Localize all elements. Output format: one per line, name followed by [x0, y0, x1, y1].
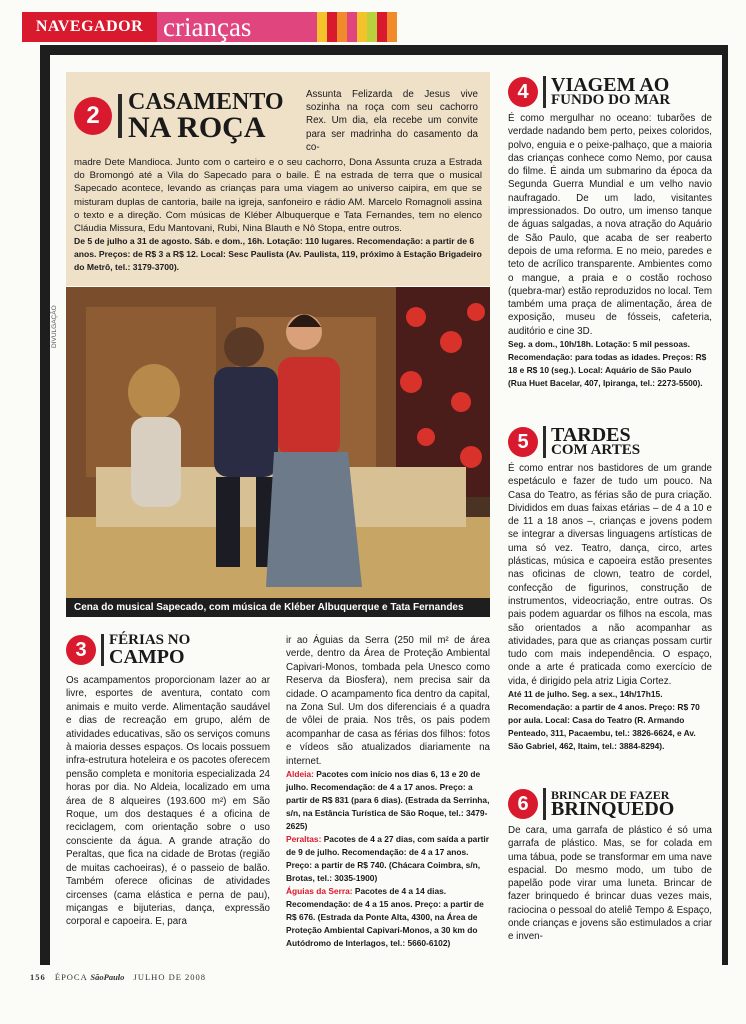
- article-3-title-line2: CAMPO: [109, 645, 185, 668]
- title-divider: [543, 76, 546, 108]
- title-divider: [543, 788, 546, 820]
- article-4: [508, 76, 712, 390]
- article-number-badge: 5: [508, 427, 538, 457]
- article-5-info: Até 11 de julho. Seg. a sex., 14h/17h15. Recomendação: a partir de 4 anos. Preço: R$ 70 por aula. Local: Casa do Teatro (R. Armando Penteado, 311, Pacaembu, tel.: 3826-6624, e Av. São Gabriel, 462, Itaim, tel.: 3884-8294).: [508, 689, 700, 752]
- aldeia-label: Aldeia:: [286, 769, 314, 780]
- magazine-name: ÉPOCA: [54, 972, 88, 982]
- aldeia-info: [286, 768, 490, 833]
- article-2-box: [66, 72, 490, 286]
- article-3-col2: [286, 634, 490, 950]
- article-4-body: É como mergulhar no oceano: tubarões de verdade nadando bem perto, peixes coloridos, polvo, enguia e o peixe-palhaço, que a maioria das crianças conhece como Nemo, por causa do filme. É ainda um submarino da época da Segunda Guerra Mundial e um velho navio naufragado. De um lado, visitantes impressionados. Do outro, um imenso tanque de águas salgadas, a nova atração do Aquário de São Paulo, que acaba de ser reaberto depois de uma reforma. E no meio, paredes e teto de acrílico transparente. Ambientes como o mangue, a praia e o costão rochoso (quebra-mar) estão reproduzidos no local. Tem também uma praça de alimentação, área de exposição, museu de fósseis, cafeteria, auditório e cine 3D.: [508, 113, 712, 337]
- subsection-label: crianças: [157, 12, 307, 42]
- peraltas-label: Peraltas:: [286, 834, 322, 845]
- header-stripe: [367, 12, 377, 42]
- title-divider: [101, 634, 104, 666]
- header-stripe: [357, 12, 367, 42]
- article-6-body: De cara, uma garrafa de plástico é só uma garrafa de plástico. Mas, se for colada em uma tábua, pode se transformar em uma nave espacial. Do mesmo modo, um tubo de papelão pode virar uma luneta. Brincar de fazer brinquedo é brincar duas vezes mais, raciocina o pessoal do ateliê Tempo & Espaço, onde crianças e jovens são estimulados a criar e inven-: [508, 825, 712, 943]
- article-number-badge: 6: [508, 789, 538, 819]
- article-3-title-line1: FÉRIAS NO: [109, 632, 191, 649]
- header-stripe: [317, 12, 327, 42]
- section-label: NAVEGADOR: [22, 12, 157, 42]
- article-number-badge: 2: [74, 97, 112, 135]
- header-stripe: [307, 12, 317, 42]
- article-3-body-col2: ir ao Águias da Serra (250 mil m² de área verde, dentro da Área de Proteção Ambiental Capivari-Monos, tombada pela Unesco como Reserva da Biosfera), nem precisa sair da cidade. O acampamento fica dentro da capital, na Zona Sul. Um dos diferenciais é a quadra de vôlei de praia. Nos três, os pais podem acompanhar de casa as férias dos filhos: fotos e vídeos são atualizados diariamente na internet.: [286, 635, 490, 767]
- aldeia-details: Pacotes com início nos dias 6, 13 e 20 de julho. Recomendação: de 4 a 17 anos. Preço: a partir de R$ 831 (para 6 dias). (Estrada da Serrinha, s/n, na Estância Turística de São Roque, tel.: 3479-2625): [286, 769, 490, 832]
- article-4-title-line2: FUNDO DO MAR: [551, 92, 671, 109]
- article-4-info: Seg. a dom., 10h/18h. Lotação: 5 mil pessoas. Recomendação: para todas as idades. Preços: R$ 18 e R$ 10 (seg.). Local: Aquário de São Paulo (Rua Huet Bacelar, 407, Ipiranga, tel.: 2273-5500).: [508, 339, 707, 389]
- header-stripe: [337, 12, 347, 42]
- aguias-details: Pacotes de 4 a 14 dias. Recomendação: de 4 a 15 anos. Preço: a partir de R$ 676. (Estrada da Ponte Alta, 4300, na Área de Proteção Ambiental Capivari-Monos, a 30 km do Autódromo de Interlagos, tel.: 5660-6102): [286, 886, 484, 949]
- header-stripe: [387, 12, 397, 42]
- frame-right: [722, 45, 728, 965]
- peraltas-details: Pacotes de 4 a 27 dias, com saída a partir de 9 de julho. Recomendação: de 4 a 17 anos. Preço: a partir de R$ 740. (Chácara Coimbra, s/n, Brotas, tel.: 3035-1900): [286, 834, 489, 884]
- article-5-title-line1: TARDES: [551, 424, 631, 447]
- article-2-lead: Assunta Felizarda de Jesus vive sozinha na roça com seu cachorro Rex. Um dia, ela recebe um convite para ser madrinha do casamento da co-: [306, 89, 478, 153]
- article-2-body: madre Dete Mandioca. Junto com o carteiro e o seu cachorro, Dona Assunta cruza a Estrada do Bromongó até a Vila do Sapecado para o baile. É na estrada de terra que o musical Sapecado acontece, levando as crianças para uma viagem ao universo caipira, em que se misturam duplas de cantoria, baile na igreja, sanfoneiro e rádio AM. Marcelo Romagnoli assina o texto e a direção. Com músicas de Kléber Albuquerque e Tata Fernandes, tem no elenco Cláudia Missura, Edu Mantovani, Rubi, Nina Blauth e Nô Stopa, entre outros.: [74, 157, 482, 235]
- article-6: [508, 788, 712, 944]
- page-number: 156: [30, 972, 46, 982]
- issue-date: JULHO DE 2008: [133, 972, 207, 982]
- aguias-info: [286, 885, 490, 950]
- photo-credit: DIVULGAÇÃO: [51, 305, 58, 348]
- article-2-info: De 5 de julho a 31 de agosto. Sáb. e dom., 16h. Lotação: 110 lugares. Recomendação: a partir de 6 anos. Preços: de R$ 3 a R$ 12. Local: Sesc Paulista (Av. Paulista, 119, próximo à Estação Brigadeiro do Metrô, tel.: 3179-3700).: [74, 236, 482, 273]
- header-stripe: [327, 12, 337, 42]
- header-stripe: [377, 12, 387, 42]
- frame-top: [40, 45, 728, 55]
- article-6-title-line1: BRINCAR DE FAZER: [551, 787, 670, 802]
- page-footer: [30, 972, 430, 986]
- header-stripe: [347, 12, 357, 42]
- peraltas-info: [286, 833, 490, 885]
- article-3-body-col1: Os acampamentos proporcionam lazer ao ar livre, esportes de aventura, contato com animais e muito verde. Alimentação saudável e dias de recreação em grupo, além de atividades educativas, são os serviços comuns à maioria desses espaços. Os locais possuem infra-estrutura hoteleira e os pacotes oferecem pensão completa e monitoria especializada 24 horas por dia. No Aldeia, localizado em uma área de 8 alqueires (193.600 m²) em São Roque, um dos destaques é a oficina de reciclagem, com orientação sobre o uso consciente da água. A grande atração do Peraltas, que fica na cidade de Brotas (região de muitas cachoeiras), é o passeio de balão. Também oferece oficinas de atividades circenses (cama elástica e perna de pau), miçangas e bijuterias, dança, expressão corporal e capoeira. E, para: [66, 675, 270, 928]
- article-3-col1: [66, 634, 270, 929]
- stage-photo: [66, 287, 490, 617]
- aguias-label: Águias da Serra:: [286, 886, 353, 897]
- title-divider: [543, 426, 546, 458]
- article-5-body: É como entrar nos bastidores de um grande espetáculo e fazer de tudo um pouco. Na Casa do Teatro, as férias são de pura criação. Divididos em duas faixas etárias – de 4 a 10 e de 11 a 18 anos –, crianças e jovens podem se integrar a diversas linguagens artísticas de uma só vez. Teatro, dança, circo, artes plásticas, música e capoeira estão presentes nas oficinas de clown, teatro de cordel, confecção de figurinos, construção de instrumentos, videocriação, entre outras. Os pais podem aguardar os filhos na escola, mas são orientados a não acompanhar as atividades, para que as crianças possam curtir tudo com mais independência. O espaço, onde a arte é praticada como exercício de vida, é dirigido pela atriz Ligia Cortez.: [508, 463, 712, 687]
- article-5-title-line2: COM ARTES: [551, 442, 641, 459]
- article-2-title-line1: CASAMENTO: [128, 89, 284, 115]
- header-stripes: [307, 12, 397, 42]
- magazine-name-2: SãoPaulo: [90, 972, 125, 982]
- photo-caption: Cena do musical Sapecado, com música de Kléber Albuquerque e Tata Fernandes: [66, 598, 490, 617]
- article-5: [508, 426, 712, 753]
- article-number-badge: 3: [66, 635, 96, 665]
- article-number-badge: 4: [508, 77, 538, 107]
- article-6-title-line2: BRINQUEDO: [551, 798, 675, 821]
- title-divider: [118, 94, 122, 138]
- article-2-title-line2: NA ROÇA: [128, 110, 266, 144]
- frame-left: [40, 45, 50, 965]
- article-4-title-line1: VIAGEM AO: [551, 74, 670, 97]
